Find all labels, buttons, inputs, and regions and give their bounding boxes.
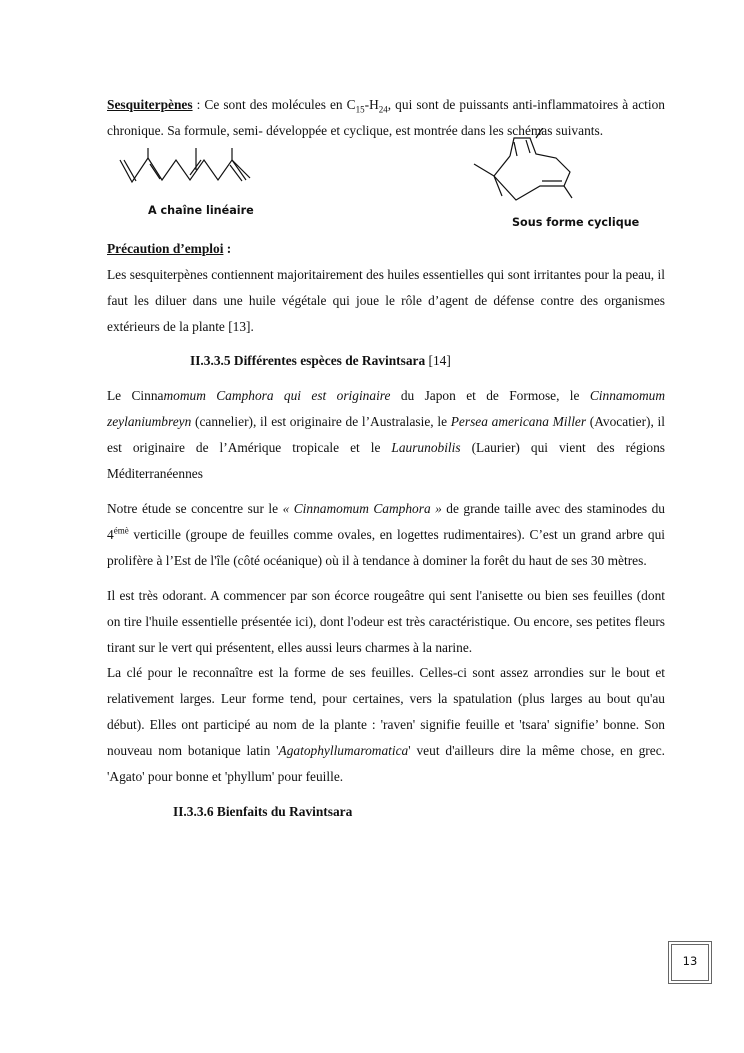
section-335-title: II.3.3.5 Différentes espèces de Ravintsara [190, 353, 426, 369]
colon: : [223, 240, 232, 256]
text-span: Le Cinna [107, 388, 164, 404]
page-body [107, 92, 665, 825]
section-336-heading: II.3.3.6 Bienfaits du Ravintsara [173, 803, 353, 819]
text-span: ' veut d'ailleurs dire la même chose, en grec. 'Agato' pour bonne et 'phyllum' pour feuille. [107, 743, 665, 785]
page-number: 13 [682, 954, 698, 968]
text-span: (Laurier) qui vient des régions Méditerranéennes [107, 440, 665, 482]
species-paragraph [107, 383, 665, 487]
italic-span: « Cinnamomum Camphora » [282, 500, 442, 516]
colon: : [192, 97, 205, 112]
italic-span: momum Camphora qui est originaire [163, 388, 391, 404]
sesquiterpenes-term: Sesquiterpènes [107, 97, 193, 112]
text-span: Ce sont des molécules en C [204, 97, 356, 112]
sesquiterpenes-paragraph [107, 92, 665, 144]
text-span: (Avocatier), il est originaire de l’Amérique tropicale et le [107, 414, 665, 456]
italic-span: Agatophyllumaromatica [278, 743, 409, 759]
section-335-heading [107, 348, 665, 374]
text-span: Notre étude se concentre sur le [107, 500, 283, 516]
italic-span: Laurunobilis [391, 440, 461, 456]
italic-span: Cinnamomum zeylaniumbreyn [107, 388, 665, 430]
odor-paragraph: Il est très odorant. A commencer par son écorce rougeâtre qui sent l'anisette ou bien ses feuilles (dont on tire l'huile essentielle présentée ici), dont l'odeur est très caractéristique. Ou encore, ses petites fleurs tirant sur le vert qui présentent, elles aussi leurs charmes à la narine. [107, 587, 665, 655]
text-span: (cannelier), il est originaire de l’Australasie, le [191, 414, 451, 430]
subscript-24: 24 [378, 104, 388, 115]
page-number-box [668, 941, 712, 984]
precaution-heading: Précaution d’emploi [107, 240, 224, 256]
cyclic-structure [468, 128, 578, 208]
superscript: émè [113, 525, 129, 536]
linear-chain-structure [114, 148, 264, 198]
precaution-heading-line [107, 236, 665, 262]
leaves-paragraph [107, 660, 665, 790]
subscript-15: 15 [355, 104, 365, 115]
section-335-ref: [14] [425, 353, 451, 369]
linear-chain-caption: A chaîne linéaire [148, 203, 254, 217]
cyclic-caption: Sous forme cyclique [512, 215, 640, 229]
text-span: -H [364, 97, 379, 112]
text-span: verticille (groupe de feuilles comme ovales, en logettes rudimentaires). C’est un grand arbre qui prolifère à l’Est de l'île (côté océanique) où il à tendance à dominer la forêt du haut de ses 30 mètres. [107, 526, 665, 568]
text-span: , qui sont de puissants anti-inflammatoires à action chronique. Sa formule, semi- développée et cyclique, est montrée dans les schémas suivants. [107, 97, 665, 138]
study-paragraph [107, 496, 665, 574]
text-span: La clé pour le reconnaître est la forme de ses feuilles. Celles-ci sont assez arrondies sur le bout et relativement larges. Leur forme tend, pour certaines, vers la spatulation (plus larges au bout qu'au début). Elles ont participé au nom de la plante : 'raven' signifie feuille et 'tsara' signifie’ bonne. Son nouveau nom botanique latin ' [107, 665, 665, 759]
text-span: de grande taille avec des staminodes du 4 [107, 500, 665, 542]
precaution-paragraph: Les sesquiterpènes contiennent majoritairement des huiles essentielles qui sont irritantes pour la peau, il faut les diluer dans une huile végétale qui joue le rôle d’agent de défense contre des organismes extérieurs de la plante [13]. [107, 266, 665, 334]
molecule-figures [0, 144, 744, 236]
text-span: du Japon et de Formose, le [390, 388, 590, 404]
italic-span: Persea americana Miller [450, 414, 587, 430]
